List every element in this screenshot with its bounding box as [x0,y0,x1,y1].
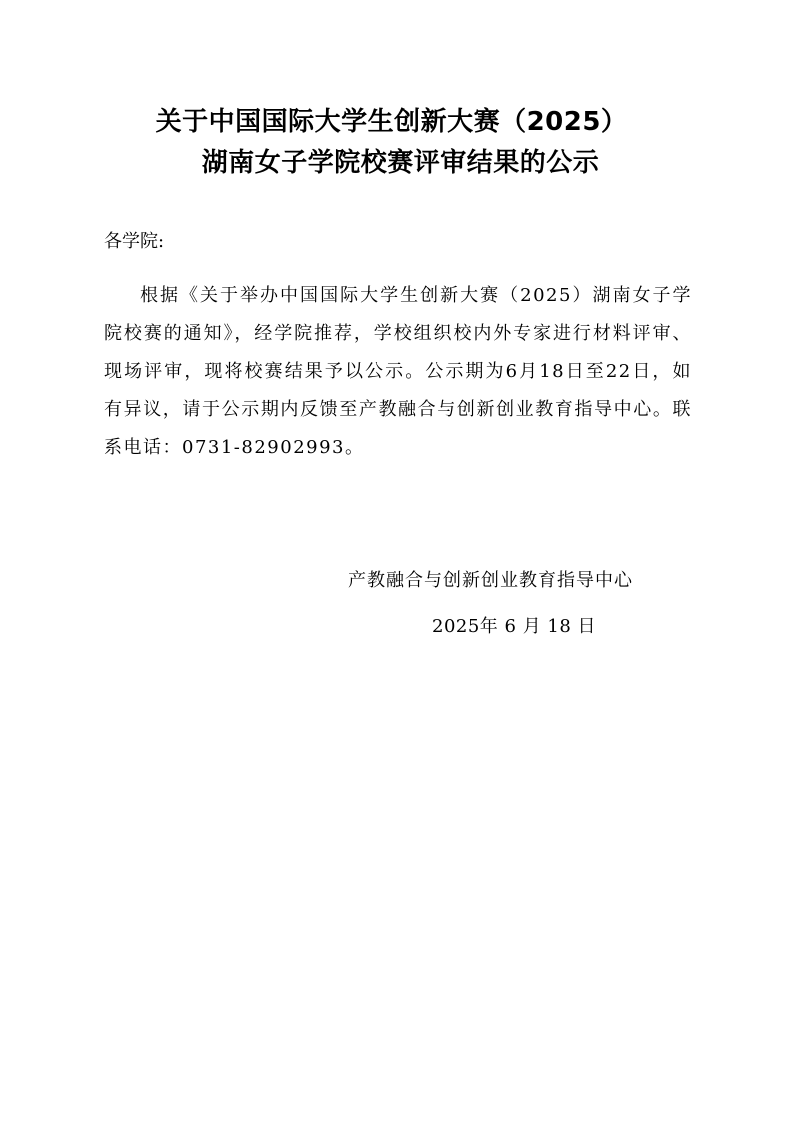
body-paragraph: 根据《关于举办中国国际大学生创新大赛（2025）湖南女子学院校赛的通知》，经学院推荐，学校组织校内外专家进行材料评审、现场评审，现将校赛结果予以公示。公示期为6月18日至22日，如有异议，请于公示期内反馈至产教融合与创新创业教育指导中心。联系电话：0731-82902993。 [104,285,692,458]
issuer-signature: 产教融合与创新创业教育指导中心 [348,570,633,591]
title-line-1: 关于中国国际大学生创新大赛（2025） [155,107,628,137]
title-line-2: 湖南女子学院校赛评审结果的公示 [201,148,600,178]
issue-date: 2025年 6 月 18 日 [432,616,597,637]
salutation: 各学院: [104,231,165,252]
